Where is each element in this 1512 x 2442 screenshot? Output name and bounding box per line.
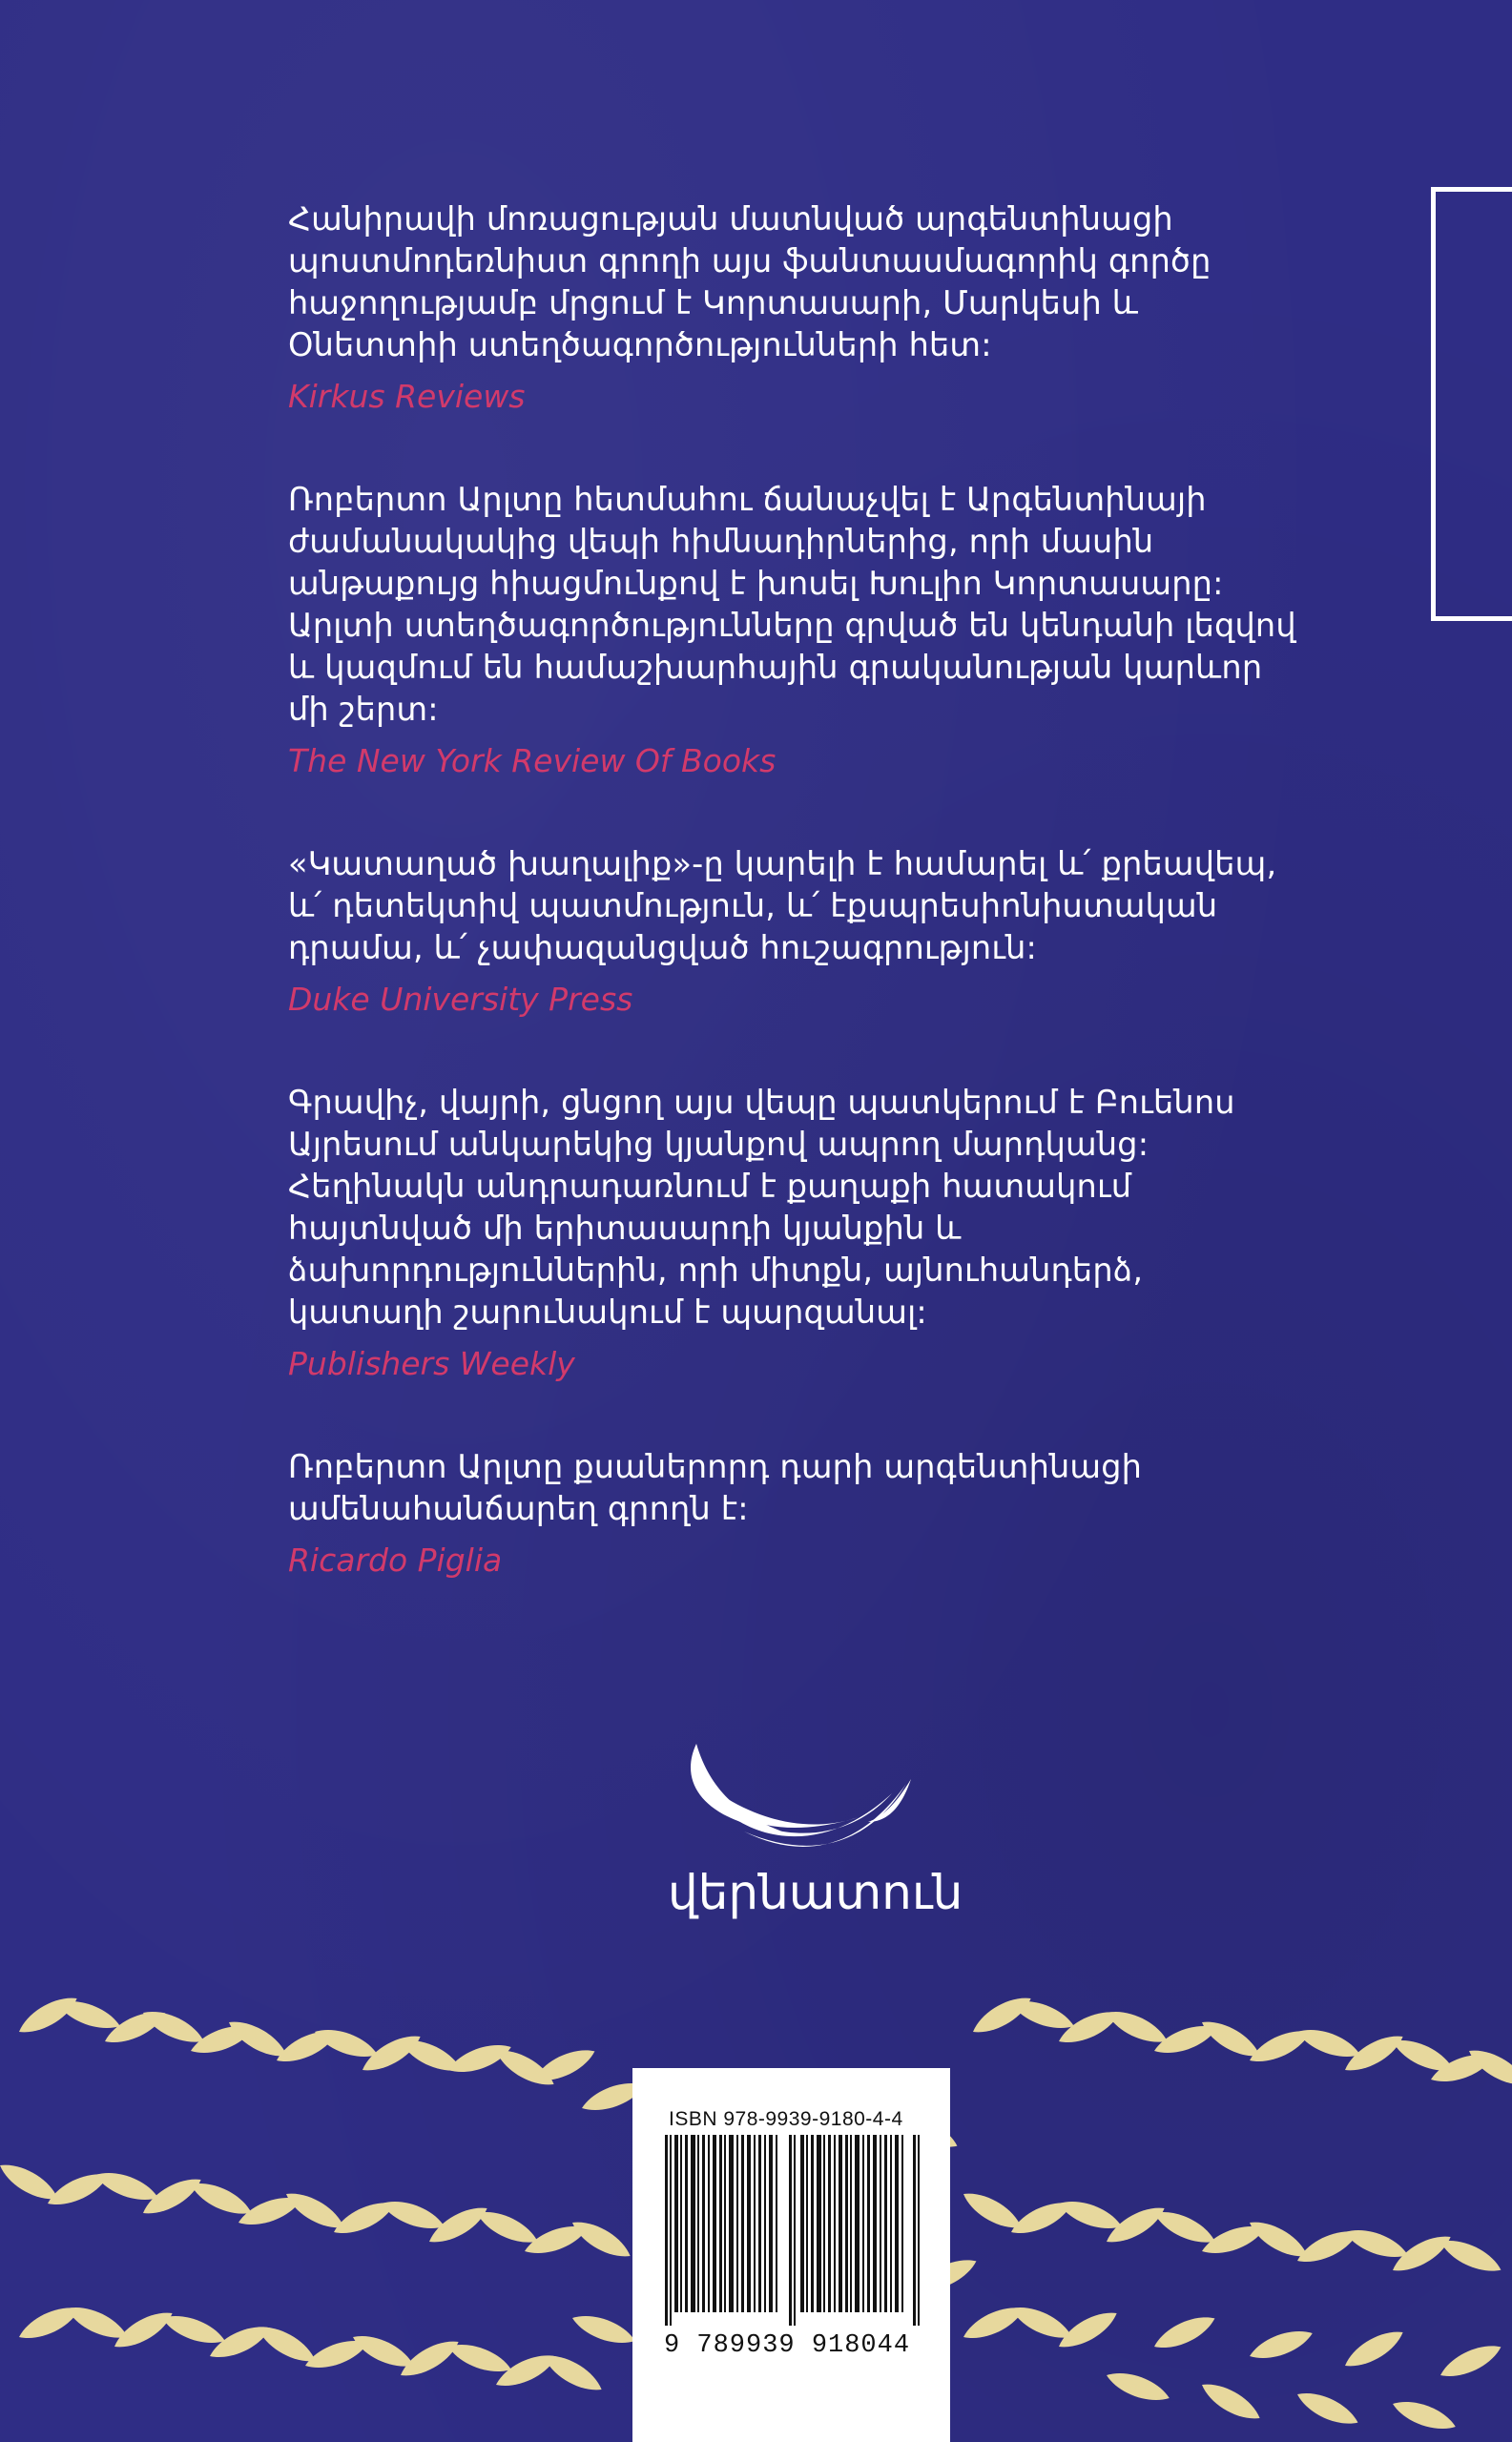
review-source: Kirkus Reviews: [288, 378, 526, 415]
review-quote: Ռոբերտո Արլտը քսաներորդ դարի արգենտինացի ամենահանճարեղ գրողն է:: [288, 1448, 1143, 1527]
review-source: Duke University Press: [288, 981, 633, 1018]
review-quote: «Կատաղած խաղալիք»-ը կարելի է համարել և՛ քրեավեպ, և՛ դետեկտիվ պատմություն, և՛ էքսպրեսիոնիստական դրամա, և՛ չափազանցված հուշագրություն:: [288, 845, 1277, 966]
barcode-icon: [661, 2135, 928, 2326]
review-2: [288, 479, 1299, 782]
flap-frame: [1431, 187, 1512, 621]
review-5: [288, 1446, 1299, 1582]
review-quote: Հանիրավի մոռացության մատնված արգենտինացի պոստմոդեռնիստ գրողի այս ֆանտասմագորիկ գործը հաջողությամբ մրցում է Կորտասարի, Մարկեսի և Օնետտիի ստեղծագործությունների հետ:: [288, 200, 1212, 363]
review-4: [288, 1082, 1299, 1385]
review-source: The New York Review Of Books: [288, 742, 777, 779]
review-source: Publishers Weekly: [288, 1345, 575, 1382]
reviews-block: [288, 198, 1299, 1643]
barcode-box: [632, 2068, 950, 2442]
review-quote: Ռոբերտո Արլտը հետմահու ճանաչվել է Արգենտինայի ժամանակակից վեպի հիմնադիրներից, որի մասին անթաքույց հիացմունքով է խոսել Խուլիո Կորտասարը: Արլտի ստեղծագործությունները գրված են կենդանի լեզվով և կազմում են համաշխարհային գրականության կարևոր մի շերտ:: [288, 481, 1296, 728]
review-1: [288, 198, 1299, 418]
review-quote: Գրավիչ, վայրի, ցնցող այս վեպը պատկերում է Բուենոս Այրեսում անկարեկից կյանքով ապրող մարդկանց: Հեղինակն անդրադառնում է քաղաքի հատակում հայտնված մի երիտասարդի կյանքին և ձախորդություններին, որի միտքն, այնուհանդերձ, կատաղի շարունակում է պարզանալ:: [288, 1084, 1235, 1331]
publisher-name: վերնատուն: [668, 1865, 963, 1920]
review-source: Ricardo Piglia: [288, 1542, 503, 1579]
bird-wings-icon: [668, 1727, 925, 1870]
barcode-digits: 9 789939 918044: [664, 2331, 911, 2360]
publisher-logo: [668, 1727, 963, 1932]
review-3: [288, 843, 1299, 1021]
isbn-label: ISBN 978-9939-9180-4-4: [669, 2108, 903, 2130]
